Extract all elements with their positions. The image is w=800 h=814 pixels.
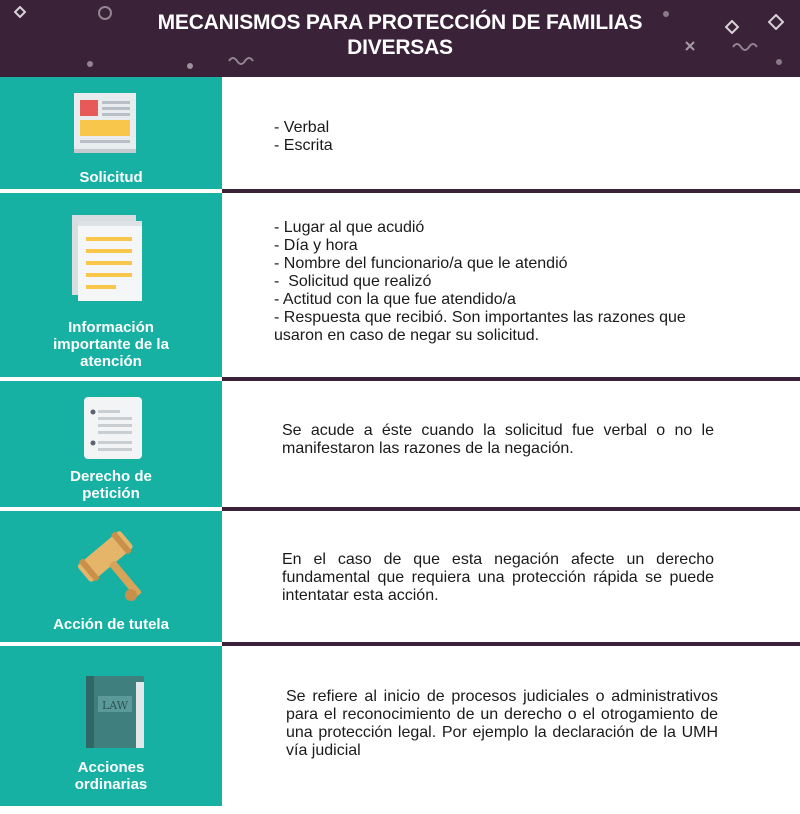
decoration-dot-icon [186,62,194,70]
sidebar-label-line: Acciones [77,759,145,776]
sidebar-cell [0,193,222,378]
content-line: - Nombre del funcionario/a que le atendió [274,255,568,272]
svg-text:LAW: LAW [101,699,129,712]
row-accion-tutela [0,511,800,643]
page-title-line: MECANISMOS PARA PROTECCIÓN DE FAMILIAS [157,11,643,34]
content-line: - Escrita [274,137,333,154]
sidebar-label-line: atención [80,353,142,370]
sidebar-cell [0,511,222,643]
sidebar-label [0,169,222,186]
sidebar-cell [0,77,222,191]
sidebar-label-line: Derecho de [70,468,152,485]
sidebar-label-line: importante de la [53,336,169,353]
content-line: - Día y hora [274,237,358,254]
notes-document-icon [72,215,144,306]
form-document-icon [74,93,136,158]
row-derecho-peticion [0,381,800,508]
sidebar-label-line: Acción de tutela [53,616,169,633]
decoration-dot-icon [86,60,94,68]
law-book-icon [86,676,146,755]
sidebar-label-line: Información [68,319,154,336]
row-content: Se refiere al inicio de procesos judiciales o administrativos para el reconocimiento de un derecho o el otrogamiento de una protección legal. Por ejemplo la declaración de la UMH vía judicial [286,688,718,759]
header-banner [0,0,800,77]
sidebar-label-line: Solicitud [79,169,143,186]
list-document-icon [84,397,142,464]
sidebar-cell [0,646,222,806]
row-informacion [0,193,800,378]
row-content: En el caso de que esta negación afecte un derecho fundamental que requiera una protección rápida se puede intentatar esta acción. [282,551,714,604]
content-line: usaron en caso de negar su solicitud. [274,327,540,344]
sidebar-label-line: ordinarias [74,776,148,793]
sidebar-label-line: petición [82,485,140,502]
content-line: - Respuesta que recibió. Son importantes las razones que [274,309,686,326]
sidebar-label [0,616,222,633]
page-title-line: DIVERSAS [347,36,453,59]
row-content [274,219,686,345]
row-solicitud [0,77,800,191]
content-line: - Actitud con la que fue atendido/a [274,291,516,308]
page-title [0,10,800,60]
row-content [274,119,333,155]
content-line: - Solicitud que realizó [274,273,432,290]
gavel-icon [74,529,146,610]
content-line: - Verbal [274,119,330,136]
row-acciones-ordinarias [0,646,800,806]
sidebar-label [0,468,222,502]
content-line: - Lugar al que acudió [274,219,425,236]
sidebar-label [0,319,222,370]
sidebar-label [0,759,222,793]
row-content: Se acude a éste cuando la solicitud fue verbal o no le manifestaron las razones de la negación. [282,422,714,457]
sidebar-cell [0,381,222,508]
